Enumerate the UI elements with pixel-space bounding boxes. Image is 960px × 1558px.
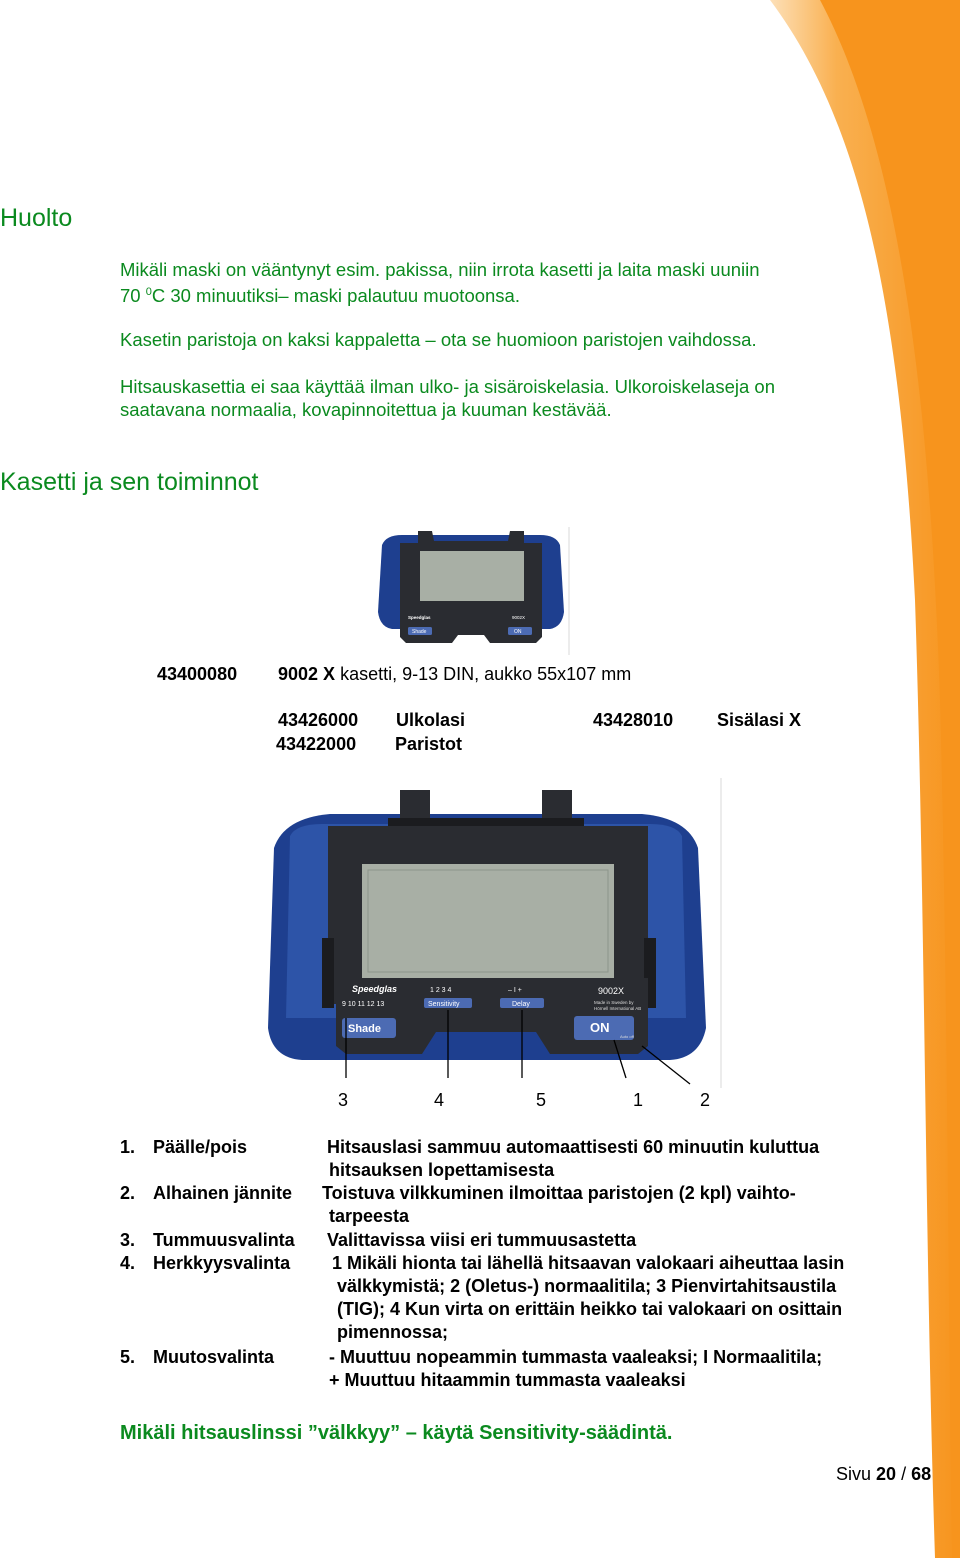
footer-prefix: Sivu [836,1464,877,1484]
auto-off-label: Auto off [620,1034,634,1039]
sensitivity-label: Sensitivity [428,1001,460,1008]
service-paragraph-3 [120,375,920,421]
function-desc [322,1182,796,1228]
function-name: Herkkyysvalinta [153,1253,291,1273]
brand-label: Speedglas [352,984,398,994]
callout-number: 1 [633,1090,644,1110]
product-line [157,663,237,686]
product-desc-text: kasetti, 9-13 DIN, aukko 55x107 mm [335,664,632,684]
delay-symbols: – I + [508,987,522,994]
model-label-small: 9002X [512,615,526,620]
part-name: Paristot [395,734,463,754]
on-button-label: ON [590,1020,610,1035]
service-line: saatavana normaalia, kovapinnoitettua ja kuuman kestävää. [120,399,612,420]
footer-current-page: 20 [876,1464,897,1484]
sensitivity-note-part2: käytä Sensitivity-säädintä. [422,1422,673,1444]
function-name: Alhainen jännite [153,1183,293,1203]
brand-label-small: Speedglas [408,615,431,620]
degree-superscript: 0 [145,286,152,298]
function-number: 1. [120,1137,136,1157]
product-description [278,663,631,686]
sensitivity-note-part1: Mikäli hitsauslinssi ”välkkyy” – [120,1422,423,1444]
part-code: 43422000 [276,734,357,754]
sensitivity-note [120,1422,672,1445]
function-desc [329,1346,822,1392]
model-label: 9002X [598,986,625,996]
part-name: Sisälasi X [717,710,802,730]
function-number: 4. [120,1253,136,1273]
function-number: 5. [120,1347,136,1367]
callout-number: 4 [434,1090,445,1110]
function-name: Päälle/pois [153,1137,248,1157]
service-line-rest: C 30 minuutiksi– maski palautuu muotoonsa. [151,285,520,307]
on-label-small: ON [514,629,522,635]
service-paragraph-2: Kasetin paristoja on kaksi kappaletta – ota se huomioon paristojen vaihdossa. [120,329,757,350]
function-desc [327,1229,636,1252]
function-number: 3. [120,1230,136,1250]
function-desc-line: + Muuttuu hitaammin tummasta vaaleaksi [329,1370,686,1390]
section-heading-cassette: Kasetti ja sen toiminnot [0,468,259,496]
shade-numbers: 9 10 11 12 13 [342,1001,385,1008]
service-paragraph-1 [120,258,920,307]
function-desc-line: (TIG); 4 Kun virta on erittäin heikko tai valokaari on osittain [337,1299,843,1319]
service-line: Hitsauskasettia ei saa käyttää ilman ulko- ja sisäroiskelasia. Ulkoroiskelaseja on [120,376,775,397]
footer-separator: / [896,1464,912,1484]
function-desc [332,1252,844,1344]
function-desc-line: Toistuva vilkkuminen ilmoittaa paristojen (2 kpl) vaihto- [322,1183,796,1203]
cassette-large-image [250,778,722,1088]
callout-number: 2 [700,1090,711,1110]
function-desc [327,1136,819,1182]
function-desc-line: - Muuttuu nopeammin tummasta vaaleaksi; I Normaalitila; [329,1347,823,1367]
function-name: Tummuusvalinta [153,1230,295,1250]
function-desc-line: välkkymistä; 2 (Oletus-) normaalitila; 3 Pienvirtahitsaustila [337,1276,837,1296]
function-desc-line: hitsauksen lopettamisesta [329,1160,555,1180]
product-model: 9002 X [278,664,336,684]
function-desc-line: Hitsauslasi sammuu automaattisesti 60 minuutin kuluttua [327,1137,820,1157]
sensitivity-numbers: 1 2 3 4 [430,987,452,994]
function-desc-line: pimennossa; [337,1322,449,1342]
temperature-value: 70 [120,285,141,307]
shade-label-small: Shade [412,629,427,635]
function-desc-line: 1 Mikäli hionta tai lähellä hitsaavan valokaari aiheuttaa lasin [332,1253,845,1273]
function-desc-line: tarpeesta [329,1206,410,1226]
page-footer [836,1464,931,1485]
part-name: Ulkolasi [396,710,466,730]
footer-total-pages: 68 [911,1464,932,1484]
function-number: 2. [120,1183,136,1203]
service-line: Mikäli maski on vääntynyt esim. pakissa, niin irrota kasetti ja laita maski uuniin [120,259,760,280]
maker-label: Hörnell International AB [594,1006,642,1011]
part-code: 43426000 [278,710,359,730]
product-code: 43400080 [157,664,238,684]
delay-label: Delay [512,1001,530,1008]
cassette-small-image [372,527,570,655]
part-code: 43428010 [593,710,674,730]
callout-number: 3 [338,1090,349,1110]
shade-button-label: Shade [348,1023,382,1035]
callout-number: 5 [536,1090,547,1110]
section-heading-service: Huolto [0,204,73,232]
made-in-label: Made in Sweden by [594,1000,634,1005]
function-name: Muutosvalinta [153,1347,275,1367]
function-desc-line: Valittavissa viisi eri tummuusastetta [327,1230,637,1250]
service-line [120,281,920,307]
